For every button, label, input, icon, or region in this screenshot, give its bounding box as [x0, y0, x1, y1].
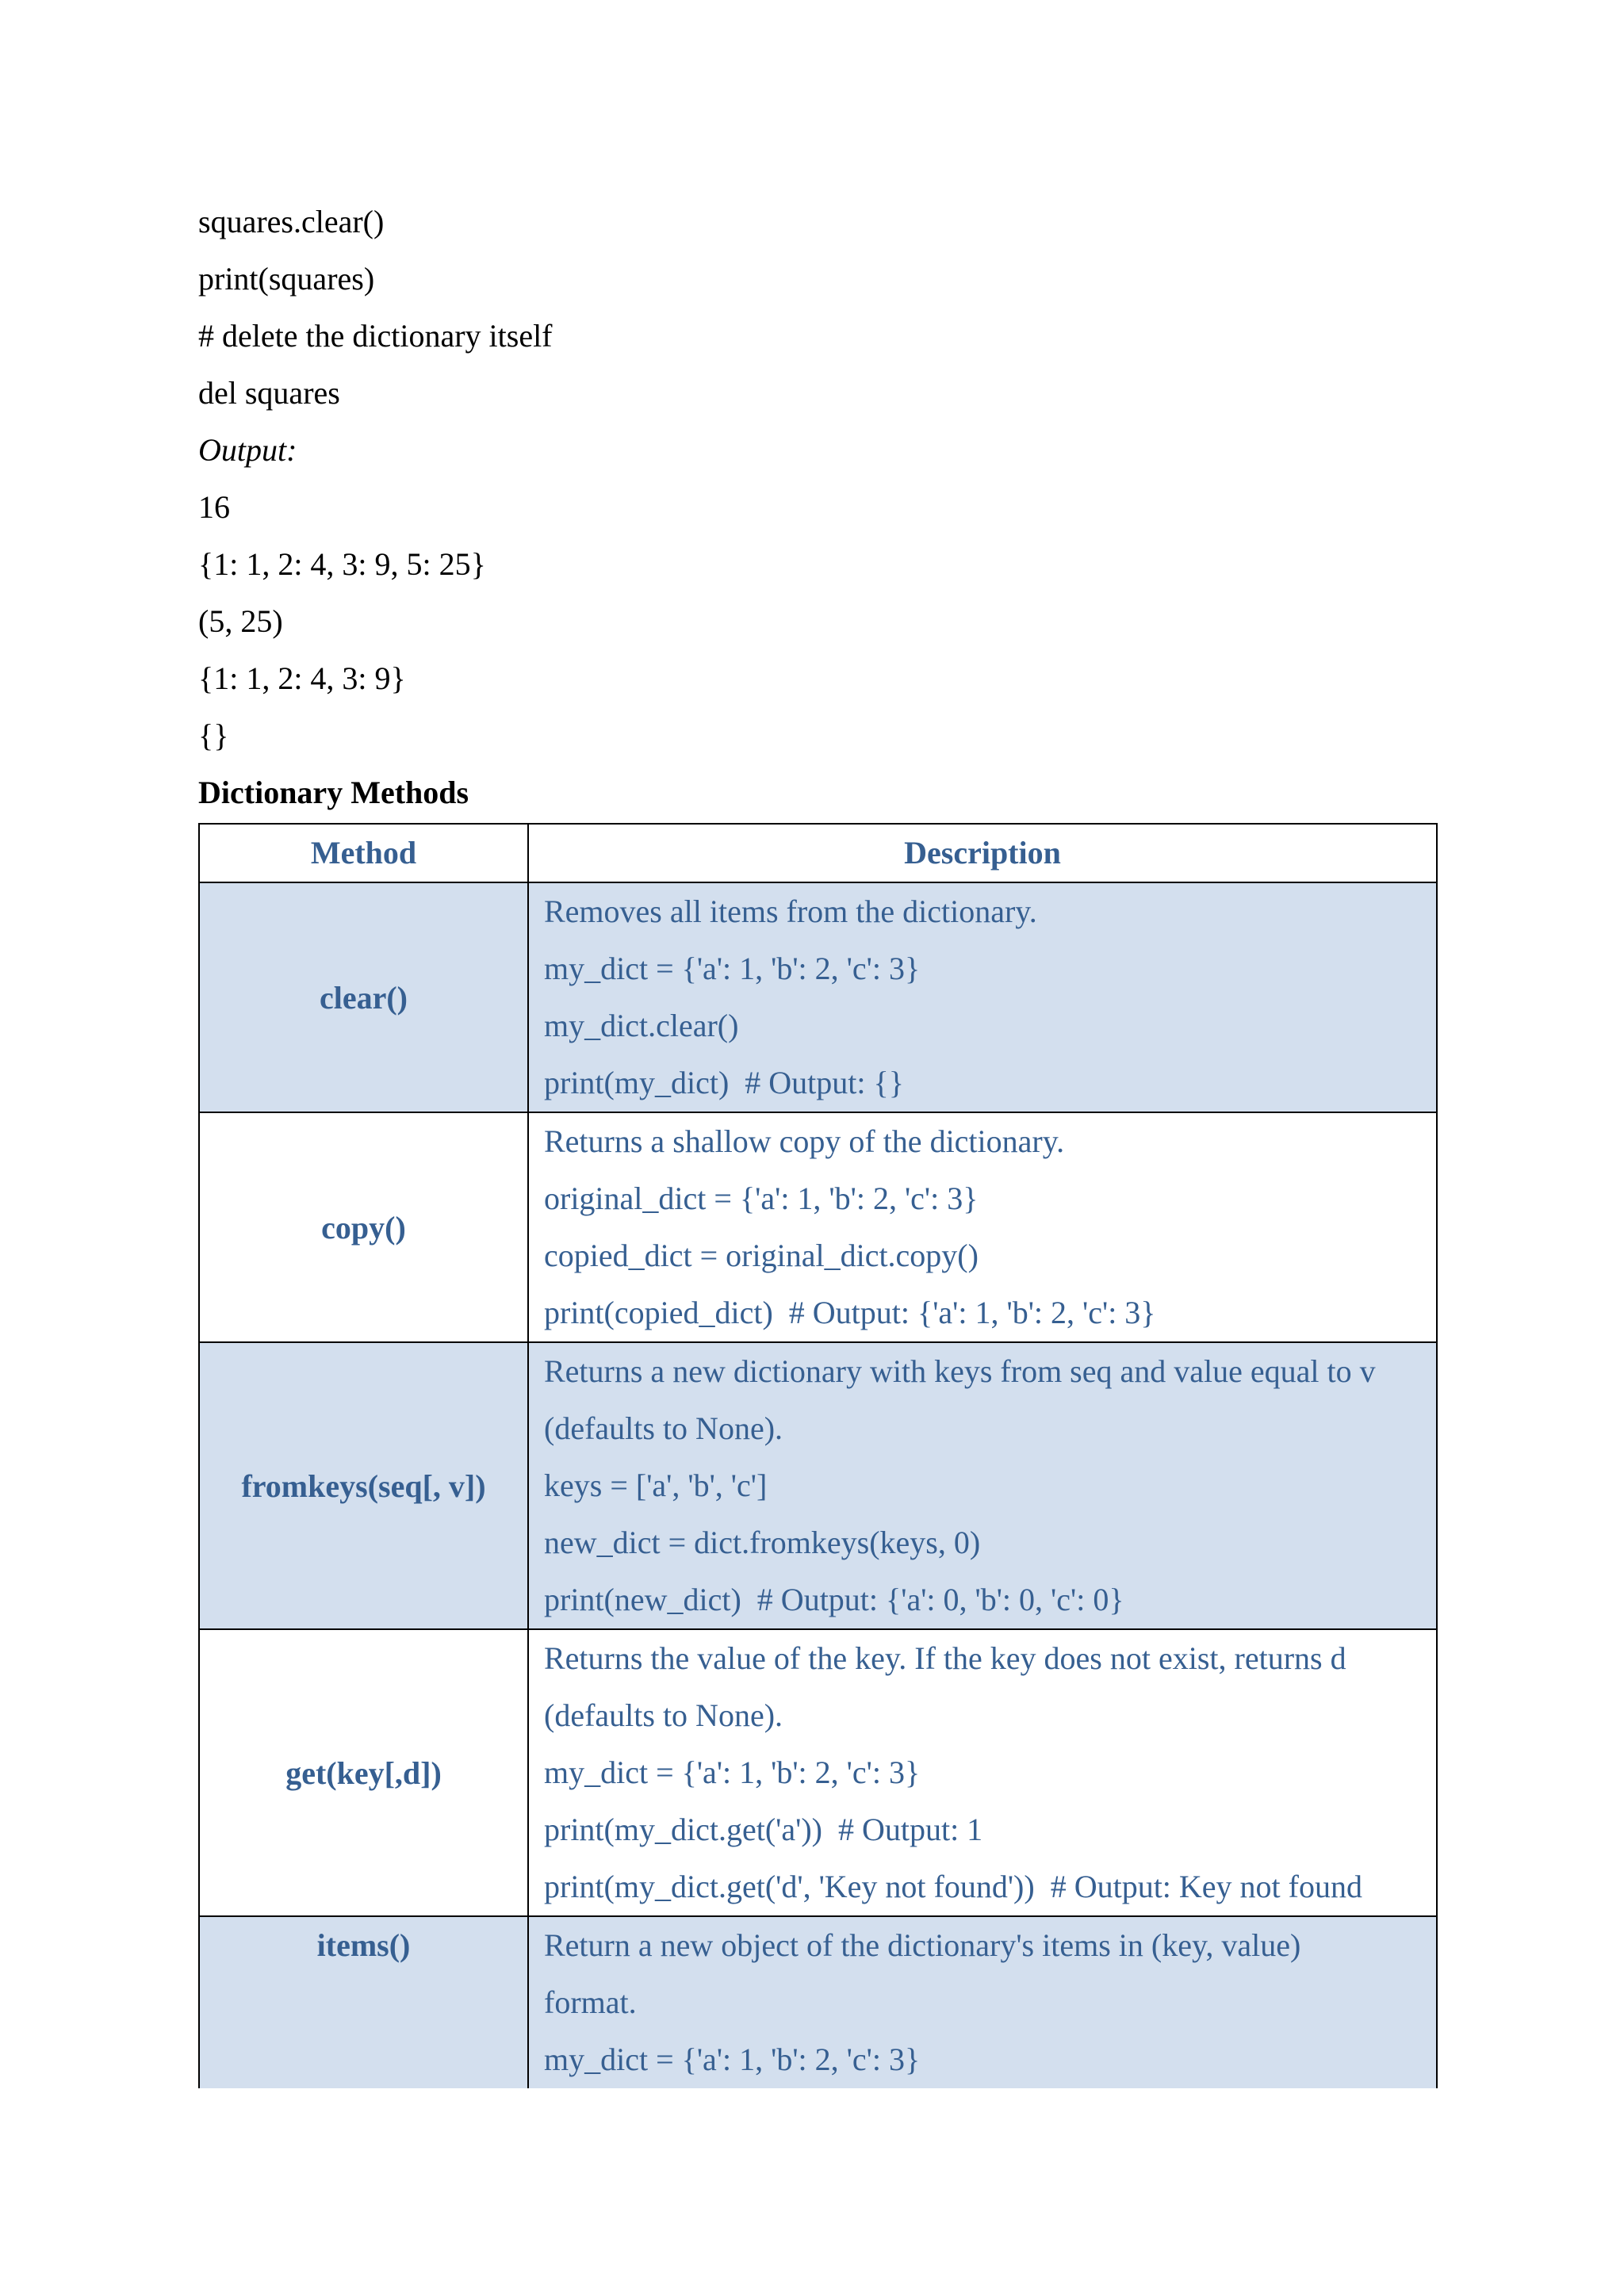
description-line: new_dict = dict.fromkeys(keys, 0): [544, 1525, 981, 1560]
output-label: Output:: [198, 432, 297, 468]
column-header-description: Description: [528, 824, 1437, 882]
table-row: [199, 1342, 1437, 1629]
description-line: Returns a shallow copy of the dictionary.: [544, 1123, 1065, 1159]
table-header-row: [199, 824, 1437, 882]
description-line: print(new_dict) # Output: {'a': 0, 'b': 0, 'c': 0}: [544, 1582, 1124, 1617]
description-line: print(copied_dict) # Output: {'a': 1, 'b': 2, 'c': 3}: [544, 1295, 1156, 1330]
output-line: {1: 1, 2: 4, 3: 9}: [198, 660, 406, 696]
code-snippet: [198, 193, 1427, 821]
output-line: {}: [198, 718, 229, 753]
description-line: (defaults to None).: [544, 1410, 783, 1446]
method-cell: clear(): [199, 882, 528, 1112]
description-cell: [528, 1112, 1437, 1342]
description-cell: [528, 1629, 1437, 1916]
output-line: (5, 25): [198, 603, 283, 639]
code-line: # delete the dictionary itself: [198, 318, 553, 354]
output-line: {1: 1, 2: 4, 3: 9, 5: 25}: [198, 546, 486, 582]
description-line: Returns a new dictionary with keys from seq and value equal to v: [544, 1353, 1376, 1389]
method-cell: fromkeys(seq[, v]): [199, 1342, 528, 1629]
description-line: copied_dict = original_dict.copy(): [544, 1238, 979, 1273]
description-line: my_dict.clear(): [544, 1008, 739, 1043]
description-cell: [528, 1342, 1437, 1629]
output-line: 16: [198, 489, 230, 525]
code-line: print(squares): [198, 261, 375, 297]
description-line: print(my_dict) # Output: {}: [544, 1065, 904, 1100]
description-line: print(my_dict.get('d', 'Key not found')) # Output: Key not found: [544, 1869, 1362, 1904]
code-line: del squares: [198, 375, 340, 411]
description-cell: [528, 882, 1437, 1112]
section-heading: Dictionary Methods: [198, 775, 469, 810]
description-line: print(my_dict.get('a')) # Output: 1: [544, 1812, 983, 1847]
description-line: original_dict = {'a': 1, 'b': 2, 'c': 3}: [544, 1181, 979, 1216]
dictionary-methods-table: [198, 823, 1436, 2088]
table-row: [199, 1629, 1437, 1916]
description-line: my_dict = {'a': 1, 'b': 2, 'c': 3}: [544, 2042, 921, 2077]
table-row: [199, 1112, 1437, 1342]
description-line: my_dict = {'a': 1, 'b': 2, 'c': 3}: [544, 951, 921, 986]
description-line: format.: [544, 1984, 637, 2020]
method-cell: items(): [199, 1916, 528, 2088]
table-row: [199, 882, 1437, 1112]
code-line: squares.clear(): [198, 204, 385, 239]
description-line: keys = ['a', 'b', 'c']: [544, 1468, 768, 1503]
table-row: [199, 1916, 1437, 2088]
description-cell: [528, 1916, 1437, 2088]
description-line: (defaults to None).: [544, 1697, 783, 1733]
method-cell: copy(): [199, 1112, 528, 1342]
column-header-method: Method: [199, 824, 528, 882]
description-line: Return a new object of the dictionary's items in (key, value): [544, 1927, 1301, 1963]
method-cell: get(key[,d]): [199, 1629, 528, 1916]
description-line: my_dict = {'a': 1, 'b': 2, 'c': 3}: [544, 1755, 921, 1790]
description-line: Removes all items from the dictionary.: [544, 894, 1037, 929]
description-line: Returns the value of the key. If the key does not exist, returns d: [544, 1640, 1346, 1676]
